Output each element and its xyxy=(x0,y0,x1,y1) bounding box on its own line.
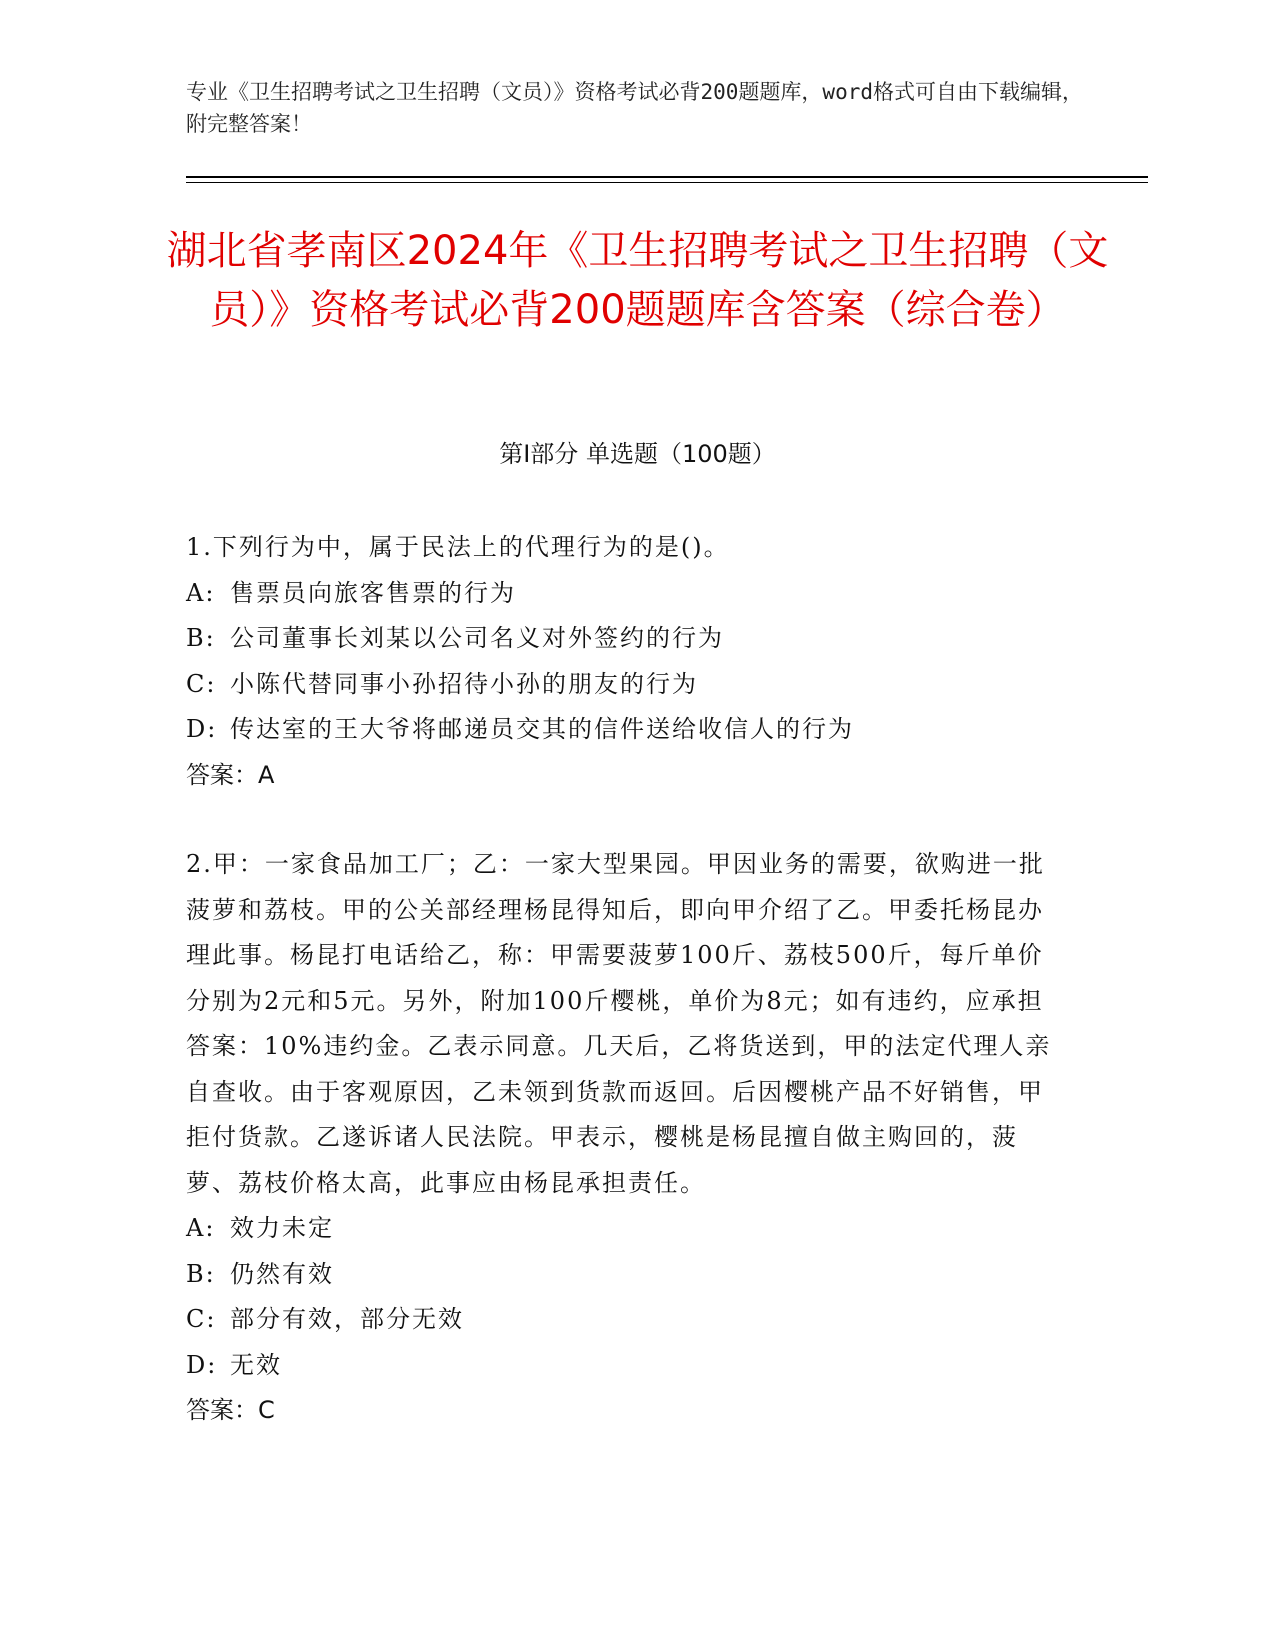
option-text: 无效 xyxy=(230,1350,282,1379)
document-title: 湖北省孝南区2024年《卫生招聘考试之卫生招聘（文员）》资格考试必背200题题库含答案（综合卷） xyxy=(166,228,1109,333)
option-text: 仍然有效 xyxy=(230,1259,334,1288)
section-heading: 第Ⅰ部分 单选题（100题） xyxy=(499,440,776,468)
option-letter: A: xyxy=(186,1214,216,1242)
option-text: 效力未定 xyxy=(230,1214,334,1242)
option-letter: D: xyxy=(186,1350,218,1379)
option-text: 公司董事长刘某以公司名义对外签约的行为 xyxy=(230,624,724,652)
answer: 答案：A xyxy=(186,760,275,789)
answer: 答案：C xyxy=(186,1396,275,1424)
option-letter: B: xyxy=(186,1259,216,1288)
option-text: 小陈代替同事小孙招待小孙的朋友的行为 xyxy=(230,669,698,698)
option-letter: A: xyxy=(186,578,216,607)
question-stem: 2.甲：一家食品加工厂；乙：一家大型果园。甲因业务的需要，欲购进一批菠萝和荔枝。甲的公关部经理杨昆得知后，即向甲介绍了乙。甲委托杨昆办理此事。杨昆打电话给乙，称：甲需要菠萝100斤、荔枝500斤，每斤单价分别为2元和5元。另外，附加100斤樱桃，单价为8元；如有违约，应承担答案：10%违约金。乙表示同意。几天后，乙将货送到，甲的法定代理人亲自查收。由于客观原因，乙未领到货款而返回。后因樱桃产品不好销售，甲拒付货款。乙遂诉诸人民法院。甲表示，樱桃是杨昆擅自做主购回的，菠萝、荔枝价格太高，此事应由杨昆承担责任。 xyxy=(186,850,1052,1197)
option-b xyxy=(186,1252,1066,1298)
option-d xyxy=(186,707,1066,753)
option-b xyxy=(186,616,1066,662)
option-letter: C: xyxy=(186,1305,217,1333)
question-list xyxy=(186,525,1066,1478)
header-note: 专业《卫生招聘考试之卫生招聘（文员）》资格考试必背200题题库，word格式可自由下载编辑，附完整答案！ xyxy=(186,80,1083,136)
question-stem: 1.下列行为中，属于民法上的代理行为的是()。 xyxy=(186,533,730,561)
header-divider-thick xyxy=(186,176,1148,178)
option-text: 部分有效，部分无效 xyxy=(230,1305,464,1333)
option-letter: C: xyxy=(186,669,217,698)
option-text: 售票员向旅客售票的行为 xyxy=(230,578,516,607)
question-1 xyxy=(186,525,1066,798)
question-2 xyxy=(186,842,1066,1434)
option-a xyxy=(186,1206,1066,1252)
option-d xyxy=(186,1343,1066,1389)
option-c xyxy=(186,662,1066,708)
option-letter: D: xyxy=(186,715,218,743)
header-divider-thin xyxy=(186,182,1148,183)
option-letter: B: xyxy=(186,624,216,652)
option-text: 传达室的王大爷将邮递员交其的信件送给收信人的行为 xyxy=(230,715,854,743)
option-a xyxy=(186,571,1066,617)
option-c xyxy=(186,1297,1066,1343)
